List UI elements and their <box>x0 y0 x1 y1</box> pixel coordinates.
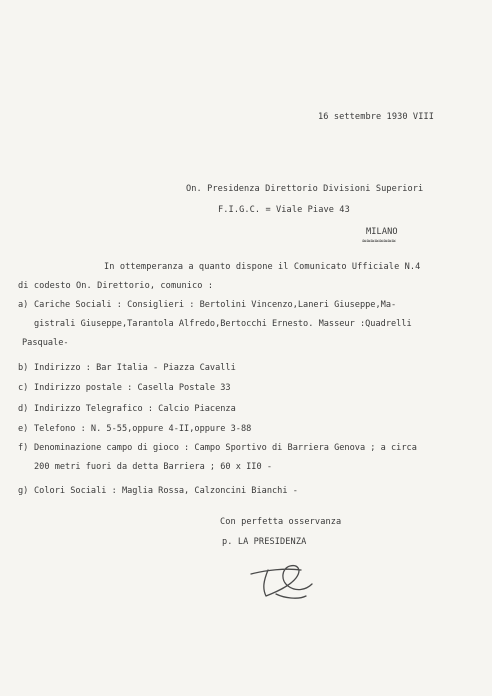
item-b-text: Indirizzo : Bar Italia - Piazza Cavalli <box>34 363 236 373</box>
list-item-d <box>18 404 236 414</box>
closing-salutation: Con perfetta osservanza <box>220 517 342 527</box>
item-g-text: Colori Sociali : Maglia Rossa, Calzoncini Bianchi - <box>34 486 298 496</box>
intro-line-1: In ottemperanza a quanto dispone il Comunicato Ufficiale N.4 <box>104 262 421 272</box>
recipient-city-underline: ≈≈≈≈≈≈≈≈ <box>362 237 396 245</box>
item-c-text: Indirizzo postale : Casella Postale 33 <box>34 383 231 393</box>
list-marker-c: c) <box>18 383 29 393</box>
list-item-g <box>18 486 298 496</box>
list-item-f <box>18 443 417 453</box>
list-marker-d: d) <box>18 404 29 414</box>
recipient-line-1: On. Presidenza Direttorio Divisioni Superiori <box>186 184 424 194</box>
list-marker-b: b) <box>18 363 29 373</box>
item-e-text: Telefono : N. 5-55,oppure 4-II,oppure 3-88 <box>34 424 252 434</box>
item-f-line-2: 200 metri fuori da detta Barriera ; 60 x II0 - <box>34 462 272 472</box>
item-a-line-1: Cariche Sociali : Consiglieri : Bertolini Vincenzo,Laneri Giuseppe,Ma- <box>34 300 397 310</box>
list-item-e <box>18 424 251 434</box>
list-marker-a: a) <box>18 300 29 310</box>
list-item-a <box>18 300 396 310</box>
handwritten-signature <box>246 556 336 606</box>
recipient-line-2: F.I.G.C. = Viale Piave 43 <box>218 205 350 215</box>
letter-date: 16 settembre 1930 VIII <box>318 112 435 122</box>
item-d-text: Indirizzo Telegrafico : Calcio Piacenza <box>34 404 236 414</box>
list-marker-e: e) <box>18 424 29 434</box>
item-a-line-3: Pasquale- <box>22 338 69 348</box>
list-item-c <box>18 383 231 393</box>
item-f-line-1: Denominazione campo di gioco : Campo Sportivo di Barriera Genova ; a circa <box>34 443 417 453</box>
recipient-city: MILANO <box>366 227 398 237</box>
list-marker-g: g) <box>18 486 29 496</box>
list-item-b <box>18 363 236 373</box>
list-marker-f: f) <box>18 443 29 453</box>
closing-signatory: p. LA PRESIDENZA <box>222 537 307 547</box>
item-a-line-2: gistrali Giuseppe,Tarantola Alfredo,Bertocchi Ernesto. Masseur :Quadrelli <box>34 319 412 329</box>
intro-line-2: di codesto On. Direttorio, comunico : <box>18 281 214 291</box>
